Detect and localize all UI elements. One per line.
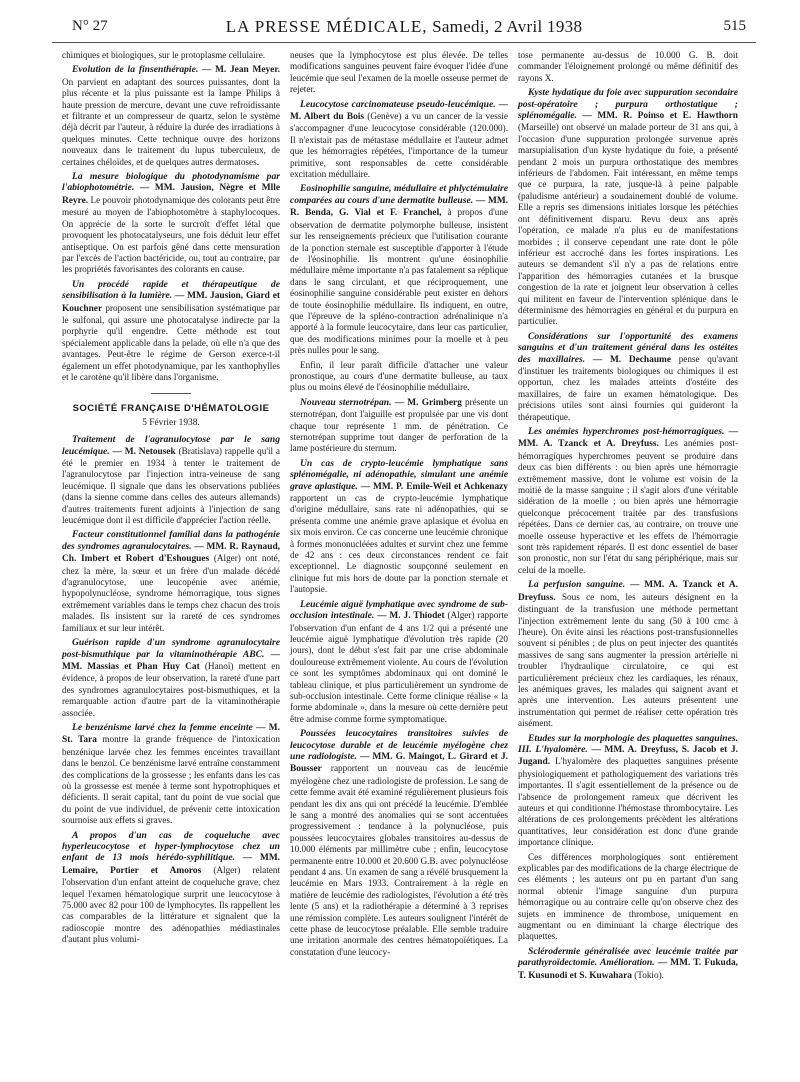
article-paragraph [62, 279, 280, 384]
article [518, 331, 738, 423]
article-paragraph [518, 946, 738, 982]
article-body: (Alger) rapporte l'observation d'un enfant de 4 ans 1/2 qui a présenté une leucémie aiguë lymphatique d'évolution très rapide (20 jours), dont le début s'est fait par une crise abdominale douloureuse extrêmement violente. Au cours de l'évolution ce sont les symptômes abdominaux qui ont dominé le tableau clinique, et plus particulièrement un syndrome de sub-occlusion intestinale. Cette forme clinique réalise « la forme abdominale », dans la mesure où cette dernière peut être admise comme forme symptomatique. [290, 610, 508, 724]
article-body: (Alger) ont noté, chez la mère, la sœur et un frère d'un malade décédé d'agranulocytose, une leucopénie avec anémie, hypopolynucléose, syndrome hémorragique, tous signes extrêmement variables dans le temps chez chacun des trois malades. Ils insistent sur la rareté de ces syndromes familiaux et sur leur intérêt. [62, 553, 281, 633]
article-authors: — MM. R. Raynaud, Ch. Imbert et Robert d'Eshougues [62, 541, 280, 565]
article-paragraph [290, 183, 508, 356]
article-body: Ces différences morphologiques sont entièrement explicables par des modifications de la charge électrique de ces éléments ; les auteurs ont pu en partant d'un sang normal obtenir l'image sanguine d'un purpura hémorragique ou au contraire celle qu'on observe chez des sujets en imminence de thrombose, uniquement en augmentant ou en diminuant la charge électrique des plaquettes. [518, 851, 738, 942]
issue-number: N° 27 [72, 18, 108, 34]
society-heading: SOCIÉTÉ FRANÇAISE D'HÉMATOLOGIE [72, 403, 270, 415]
page-number: 515 [723, 18, 746, 34]
article [518, 733, 738, 849]
article-authors: — M. J. Thiodet [377, 611, 445, 622]
article-title: Considérations sur l'opportunité des examens sanguins et d'un traitement général dans les ostéites des maxillaires. [518, 330, 738, 365]
article-authors: — M. St. Tara [62, 722, 280, 746]
column-2 [290, 50, 508, 961]
article-paragraph [62, 50, 280, 61]
article-body: rapportent un nouveau cas de leucémie myélogène chez une radiologiste de profession. Le sang de cette femme avait été examiné régulièrement plusieurs fois pendant les dix ans qui ont précédé la leucémie. D'emblée le sang a montré des anomalies qui se sont accentuées progressivement : tendance à la polynucléose, puis poussées leucocytaires globales transitoires au-dessus de 10.000 éléments par millimètre cube ; enfin, leucocytose permanente entre 10.000 et 20.600 G.B. avec polynucléose pendant 4 ans. Un examen de sang a révélé brusquement la leucémie en Mars 1933. Contrairement à la règle en matière de leucémie des radiologistes, l'évolution a été très lente (5 ans) et la radiothérapie a déterminé à 3 reprises une rémission complète. Les auteurs soulignent l'intérêt de cette phase de leucocytose préalable. Elle semble traduire une irritation anormale des centres hématopoïétiques. La constatation d'une leucocy- [290, 763, 508, 957]
article-paragraph [62, 529, 280, 634]
article-body: chimiques et biologiques, sur le protoplasme cellulaire. [62, 50, 266, 60]
article-body: pense qu'avant d'instituer les traitements biologiques ou chimiques il est opportun, chez les malades atteints d'ostéite des maxillaires, de faire un examen hématologique. Des précisions utiles sont ainsi fournies qui guideront la thérapeutique. [518, 353, 739, 422]
article [62, 434, 280, 526]
article-authors: — MM. T. Fukuda, T. Kusunodi et S. Kuwahara [518, 958, 739, 981]
article-body: Enfin, il leur paraît difficile d'attacher une valeur pronostique, au cours d'une dermatite bulleuse, au taux plus ou moins élevé de l'éosinophilie médullaire. [290, 359, 508, 393]
article [62, 529, 280, 634]
article-title: Sclérodermie généralisée avec leucémie traitée par parathyroïdectomie. Amélioration. [518, 945, 738, 969]
article-title: Eosinophilie sanguine, médullaire et phlyctémulaire comparées au cours d'une dermatite bulleuse. [290, 183, 508, 206]
article-title: Evolution de la finsenthérapie. [72, 64, 199, 76]
article [290, 360, 508, 394]
article [62, 722, 280, 827]
article-paragraph [518, 852, 738, 943]
journal-title [52, 17, 756, 37]
article-title: Nouveau sternotrépan. [300, 396, 392, 408]
article-paragraph [290, 99, 508, 181]
article-body: (Genève) a vu un cancer de la vessie s'accompagner d'une leucocytose considérable (120.000). Il n'existait pas de métastase médullaire et l'auteur admet que les hémorragies répétées, l'importance de la tumeur primitive, sont responsables de cette considérable excitation médullaire. [290, 111, 508, 180]
article-title: Poussées leucocytaires transitoires suivies de leucocytose durable et de leucémie myélogène chez une radiologiste. [290, 728, 508, 762]
article-paragraph [518, 50, 738, 84]
section-divider [151, 393, 191, 394]
article-paragraph [290, 458, 508, 596]
article-authors: — M. Albert du Bois [290, 99, 508, 123]
article-authors: — M. Jean Meyer. [201, 65, 280, 76]
article-title: Les anémies hyperchromes post-hémorragiques. [528, 426, 725, 437]
article-authors: — MM. Massias et Phan Huy Cat [62, 649, 280, 672]
article [518, 87, 738, 328]
article-authors: — MM. A. Tzanck et A. Dreyfuss. [518, 580, 738, 603]
article-body: montre la grande fréquence de l'intoxication benzénique larvée chez les femmes enceintes travaillant dans le benzol. Ce benzénisme larvé entraîne constamment des complications de la grossesse ; les enfants dans les cas où la grossesse est menée à terme sont hypotrophiques et déficients. Il serait capital, tant du point de vue social que du point de vue individuel, de prévenir cette intoxication sournoise aux effets si graves. [62, 734, 281, 826]
article [290, 50, 508, 96]
article-paragraph [290, 360, 508, 394]
article-title: Leucocytose carcinomateuse pseudo-leucémique. [300, 98, 496, 110]
article-title: La mesure biologique du photodynamisme par l'abiophotométrie. [62, 171, 280, 194]
article-body: proposent une sensibilisation systématique par le sulfonal, qui assure une photocatalyse indirecte par la porphyrie qu'il engendre. Cette méthode est tout spécialement applicable dans la pelade, où elle n'a que des avantages. Peut-être le régime de Gerson exerce-t-il également un effet photodynamique, par les xanthophylles et le carotène qu'il libère dans l'organisme. [62, 302, 281, 382]
article-paragraph [290, 50, 508, 96]
article-authors: — M. Netousek [112, 446, 176, 457]
column-1 [62, 50, 280, 949]
article-body: Le pouvoir photodynamique des colorants peut être mesuré au moyen de l'abiophotomètre à staphylocoques. On apprécie de la sorte le surcroît d'effet létal que provoquent les photocatalyseurs, une fois déduit leur effet antiseptique. On est parfois gêné dans cette mensuration par l'excès de l'action bactéricide, ou, tout au contraire, par les propriétés favorisantes des colorants en cause. [62, 194, 280, 275]
article-paragraph [62, 637, 280, 719]
article [518, 946, 738, 982]
article-paragraph [518, 87, 738, 328]
article-title: Le benzénisme larvé chez la femme enceinte [72, 721, 253, 733]
article-authors: — MM. A. Tzanck et A. Dreyfuss. [518, 427, 739, 450]
article-authors: — MM. A. Dreyfuss, S. Jacob et J. Jugand. [518, 744, 738, 768]
article-paragraph [62, 64, 280, 168]
column-3 [518, 50, 738, 985]
society-date: 5 Février 1938. [142, 417, 200, 428]
article [290, 728, 508, 958]
article-title: Un procédé rapide et thérapeutique de sensibilisation à la lumière. [62, 278, 280, 302]
article-body: (Tokio). [634, 969, 664, 980]
page-header [52, 16, 756, 43]
article-paragraph [62, 171, 280, 276]
article-title: Etudes sur la morphologie des plaquettes sanguines. III. L'hyalomère. [518, 732, 738, 755]
article [62, 279, 280, 384]
article-body: (Bratislava) rappelle qu'il a été le premier en 1934 à tenter le traitement de l'agranulocytose par l'injection intra-veineuse de sang leucémique. Il signale que dans les observations publiées (dans la sienne comme dans celles des auteurs allemands) d'autres traitements furent adjoints à l'injection de sang leucémique dont il est difficile d'apprécier l'action réelle. [62, 445, 281, 526]
article-title: Un cas de crypto-leucémie lymphatique sans splénomégalie, ni adénopathie, simulant une anémie grave aplastique. [290, 457, 508, 492]
article [518, 579, 738, 729]
article [62, 637, 280, 719]
article [290, 397, 508, 455]
article-body: L'hyalomère des plaquettes sanguines présente physiologiquement et pathologiquement des variations très importantes. Il s'agit essentiellement de la présence ou de l'absence de prolongement rameux que décrivent les auteurs et qui conditionne l'hémostase thrombocytaire. Les altérations de ces prolongements précèdent les altérations quantitatives, leur considération est donc d'une grande importance clinique. [518, 756, 738, 848]
article-body: neuses que la lymphocytose est plus élevée. De telles modifications sanguines peuvent faire évoquer l'idée d'une leucémie que seul l'examen de la moelle osseuse permet de rejeter. [290, 50, 508, 95]
article [290, 599, 508, 725]
article-paragraph [290, 599, 508, 725]
article-authors: — M. Grimberg [394, 397, 462, 408]
article-title: Kyste hydatique du foie avec suppuration secondaire post-opératoire ; purpura orthostatique ; splénomégalie. [518, 87, 738, 122]
article [290, 183, 508, 356]
article-body: Les anémies post-hémorragiques hyperchromes peuvent se produire dans deux cas bien différents : ou bien après une hémorragie extrêmement massive, dont le volume est voisin de la moitié de la masse sanguine ; il s'agit alors d'une véritable sidération de la moelle ; ou bien après une hémorragie quelconque précocement traitée par des transfusions répétées. Dans ce dernier cas, au contraire, on trouve une moelle osseuse hyperactive et les effets de l'hémorragie sont très rapidement réparés. Il est donc essentiel de baser son pronostic, non sur l'état du sang périphérique, mais sur celui de la moelle. [518, 438, 739, 575]
article-authors: — MM. Lemaire, Portier et Amoros [62, 853, 281, 876]
article [62, 50, 280, 61]
article [518, 50, 738, 84]
article [518, 426, 738, 576]
article-body: présente un sternotrépan, dont l'aiguille est propulsée par une vis dont chaque tour représente 1 mm. de pénétration. Ce sternotrépan supprime tout danger de perforation de la lame postérieure du sternum. [290, 396, 508, 454]
article-body: tose permanente au-dessus de 10.000 G. B. doit commander l'éloignement prolongé ou même définitif des rayons X. [518, 50, 738, 83]
article-authors: — MM. G. Maingot, L. Girard et J. Bousser [290, 751, 509, 775]
article-authors: — MM. Jausion, Giard et Kouchner [62, 291, 281, 314]
article-authors: — MM. R. Benda, G. Vial et F. Franchel, [290, 195, 509, 219]
article-title: Guérison rapide d'un syndrome agranulocytaire post-bismuthique par la vitaminothérapie ABC. [62, 637, 280, 660]
article-paragraph [62, 434, 280, 526]
article-title: Traitement de l'agranulocytose par le sang leucémique. [62, 434, 280, 457]
article-body: (Alger) relatent l'observation d'un enfant atteint de coqueluche grave, chez lequel l'examen hématologique surprit une leucocytose à 75.000 avec 82 pour 100 de lymphocytes. Ils rappellent les cas comparables de la littérature et signalent que la radioscopie montre des adénopathies médiastinales d'autant plus volumi- [62, 864, 280, 945]
article [518, 852, 738, 943]
issue-date: Samedi, 2 Avril 1938 [432, 17, 583, 36]
article-authors: — MM. R. Poinso et E. Hawthorn [582, 111, 738, 122]
journal-name: LA PRESSE MÉDICALE, [225, 17, 428, 36]
article-paragraph [518, 331, 738, 423]
article-paragraph [518, 579, 738, 729]
article [62, 64, 280, 168]
article-body: rapportent un cas de crypto-leucémie lymphatique d'origine médullaire, sans rate ni adénopathies, qui se présenta comme une anémie grave aplasique et évolua en six mois environ. Ce cas concerne une leucémie chronique à formes mononucléées adultes et survint chez une femme de 42 ans : ces deux circonstances rendent ce fait exceptionnel. Le diagnostic soupçonné seulement en clinique fut mis hors de doute par la ponction sternale et l'autopsie. [290, 493, 508, 595]
article-paragraph [290, 728, 508, 958]
article-body: à propos d'une observation de dermatite polymorphe bulleuse, insistent sur les renseignements précieux que l'utilisation courante de la ponction sternale est susceptible d'apporter à l'étude de l'éosinophilie. Ils montrent qu'une éosinophilie médullaire même importante n'a pas fatalement sa réplique dans le sang circulant, et que réciproquement, une éosinophilie sanguine considérable peut exister en dehors de toute éosinophilie médullaire. Ils indiquent, en outre, que l'épreuve de la spléno-contraction adrénalinique n'a apporté à la formule leucocytaire, dans leur cas particulier, que des modifications minimes pour la moelle et à peu près nulles pour le sang. [290, 207, 508, 356]
article-body: (Marseille) ont observé un malade porteur de 31 ans qui, à l'occasion d'une suppuration prolongée survenue après marsupialisation d'un kyste hydatique du foie, a présenté pendant 2 mois un purpura orthostatique des membres inférieurs de l'abdomen. Fait intéressant, en même temps que ce purpura, la rate, jusque-là à peine palpable (paludisme antérieur) a soudainement doublé de volume. Elle a repris ses dimensions initiales lorsque les pétéchies ont définitivement disparu. Revu deux ans après l'opération, ce malade n'a plus eu de manifestations morbides ; il conserve cependant une rate dont le pôle inférieur est accroché dans les fortes inspirations. Les auteurs se demandent s'il n'y a pas de relations entre l'apparition des hémorragies cutanées et la brusque congestion de la rate et joignent leur observation à celles qui militent en faveur de l'intervention splénique dans le déterminisme des hémorragies en général et du purpura en particulier. [518, 122, 738, 327]
article-authors: — MM. P. Emile-Weil et Achkenazy [360, 481, 508, 492]
article-body: On parvient en adaptant des sources puissantes, dont la plus récente et la plus puissante est la lampe Philips à haute pression de mercure, devant une cuve refroidissante et filtrante et un compresseur de quartz, selon le système déjà décrit par l'auteur, à réduire la durée des irradiations à quelques minutes. Cette technique ouvre des horizons nouveaux dans le traitement du lupus tuberculeux, de certaines chéloïdes, et de quelques autres dermatoses. [62, 76, 280, 167]
article [290, 99, 508, 181]
article-paragraph [62, 722, 280, 827]
article-body: Sous ce nom, les auteurs désignent en la distinguant de la transfusion une méthode permettant l'injection extrêmement lente du sang (50 à 100 cmc à l'heure). On évite ainsi les réactions post-transfusionnelles souvent si pénibles ; de plus on peut injecter des quantités massives de sang sans augmenter la pression artérielle ni troubler l'hydraulique circulatoire, ce qui est particulièrement précieux chez les cardiaques, les rénaux, les anémiques graves, les malades qui saignent avant et après une intervention. Les auteurs présentent une instrumentation qui permet de réaliser cette opération très aisément. [518, 591, 738, 729]
article-title: La perfusion sanguine. [528, 579, 626, 591]
article-title: Leucémie aiguë lymphatique avec syndrome de sub-occlusion intestinale. [290, 598, 508, 622]
article-authors: — M. Dechaume [592, 354, 672, 365]
article [62, 171, 280, 276]
article-title: A propos d'un cas de coqueluche avec hyperleucocytose et hyper-lymphocytose chez un enfant de 13 mois hérédo-syphilitique. [62, 829, 280, 864]
article-title: Facteur constitutionnel familial dans la pathogénie des syndromes agranulocytaires. [62, 529, 280, 552]
article [290, 458, 508, 596]
article-paragraph [518, 426, 738, 576]
article [62, 830, 280, 946]
article-body: (Hanoï) mettent en évidence, à propos de leur observation, la rareté d'une part des syndromes agranulocytaires post-bismuthiques, et la remarquable action d'autre part de la vitaminothérapie associée. [62, 660, 280, 718]
article-paragraph [518, 733, 738, 849]
article-paragraph [62, 830, 280, 946]
article-authors: — MM. Jausion, Nègre et Mlle Reyre. [62, 183, 280, 206]
article-paragraph [290, 397, 508, 455]
